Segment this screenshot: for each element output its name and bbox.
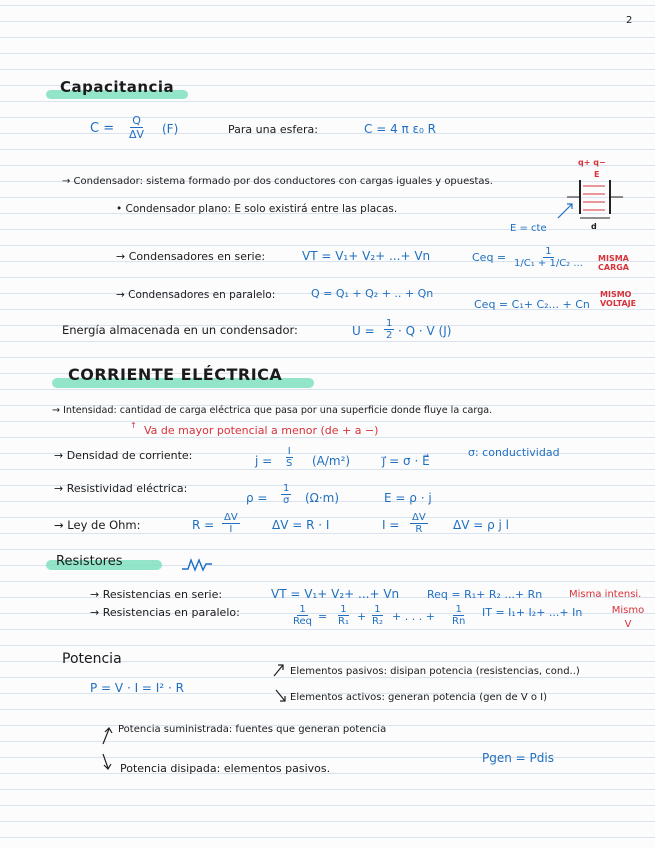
ceq-series-den: 1/C₁ + 1/C₂ ... bbox=[514, 258, 583, 269]
density-vector-formula: j⃗ = σ · E⃗ bbox=[382, 454, 430, 468]
energy-num: 1 bbox=[386, 318, 393, 329]
same-voltage-resistor-note: Mismo V bbox=[611, 605, 645, 630]
parallel-req-fraction bbox=[291, 604, 314, 627]
parallel-plus-dots: + . . . + bbox=[392, 610, 435, 623]
rho-e-formula: E = ρ · j bbox=[384, 491, 432, 505]
energy-den: 2 bbox=[386, 330, 393, 341]
energy-fraction bbox=[384, 318, 394, 341]
density-lhs: j = bbox=[255, 454, 273, 468]
series-resistor-label: → Resistencias en serie: bbox=[90, 588, 223, 601]
passive-elements: Elementos pasivos: disipan potencia (resistencias, cond..) bbox=[290, 666, 580, 677]
ceq-series-num: 1 bbox=[545, 246, 552, 257]
parallel-rn-fraction bbox=[450, 604, 467, 627]
ohm-r-fraction bbox=[222, 512, 240, 535]
ohm-r-den: I bbox=[229, 524, 233, 535]
current-density-label: → Densidad de corriente: bbox=[54, 449, 193, 462]
rho-fraction bbox=[281, 483, 291, 506]
ohm-r-lhs: R = bbox=[192, 518, 215, 532]
parallel-r1-fraction bbox=[336, 604, 351, 627]
sphere-label: Para una esfera: bbox=[228, 123, 318, 136]
power-balance: Pgen = Pdis bbox=[482, 751, 554, 765]
parallel-r2-fraction bbox=[370, 604, 385, 627]
ohm-r-num: ΔV bbox=[224, 512, 238, 523]
parallel-req-num: 1 bbox=[299, 604, 306, 615]
parallel-rn-num: 1 bbox=[455, 604, 462, 615]
ceq-series-fraction bbox=[512, 246, 585, 269]
ohm-i-den: R bbox=[415, 524, 423, 535]
ecte-arrow-icon bbox=[556, 200, 576, 220]
parallel-r2-den: R₂ bbox=[372, 616, 383, 627]
parallel-equals: = bbox=[318, 610, 328, 623]
series-condenser-label: → Condensadores en serie: bbox=[116, 250, 266, 263]
diagram-d-label: d bbox=[591, 222, 597, 231]
ohm-dv-formula: ΔV = R · I bbox=[272, 518, 330, 532]
ceq-parallel-formula: Ceq = C₁+ C₂... + Cn bbox=[474, 298, 590, 311]
parallel-r2-num: 1 bbox=[374, 604, 381, 615]
capacitance-unit: (F) bbox=[162, 122, 179, 136]
same-charge-note: MISMA CARGA bbox=[598, 254, 629, 272]
conductivity-note: σ: conductividad bbox=[468, 446, 560, 459]
energy-lhs: U = bbox=[352, 324, 375, 338]
down-arrow-icon bbox=[274, 688, 288, 704]
parallel-r1-den: R₁ bbox=[338, 616, 349, 627]
page-number: 2 bbox=[626, 15, 633, 26]
section-title-resistores: Resistores bbox=[56, 554, 123, 569]
intensity-note: Va de mayor potencial a menor (de + a −) bbox=[144, 424, 379, 437]
resistivity-label: → Resistividad eléctrica: bbox=[54, 482, 188, 495]
ohm-i-fraction bbox=[410, 512, 428, 535]
rho-unit: (Ω·m) bbox=[305, 491, 340, 505]
density-unit: (A/m²) bbox=[312, 454, 351, 468]
up-arrow-icon bbox=[100, 726, 114, 746]
section-title-capacitancia: Capacitancia bbox=[60, 78, 175, 96]
same-voltage-note: MISMO VOLTAJE bbox=[600, 290, 637, 308]
parallel-r1-num: 1 bbox=[340, 604, 347, 615]
capacitance-den: ΔV bbox=[129, 128, 145, 141]
power-formula: P = V · I = I² · R bbox=[90, 681, 184, 695]
diagram-charges: q+ q− bbox=[578, 158, 606, 167]
flat-condenser: • Condensador plano: E solo existirá entre las placas. bbox=[116, 203, 398, 215]
rho-den: σ bbox=[283, 495, 290, 506]
dissipated-power: Potencia disipada: elementos pasivos. bbox=[120, 762, 331, 775]
energy-label: Energía almacenada en un condensador: bbox=[62, 323, 298, 337]
parallel-charge-formula: Q = Q₁ + Q₂ + .. + Qn bbox=[311, 287, 434, 300]
density-den: S bbox=[286, 458, 293, 469]
series-voltage-formula: VT = V₁+ V₂+ ...+ Vn bbox=[302, 249, 431, 263]
ohm-i-num: ΔV bbox=[412, 512, 426, 523]
ceq-series-lhs: Ceq = bbox=[472, 251, 507, 264]
parallel-condenser-label: → Condensadores en paralelo: bbox=[116, 289, 276, 301]
energy-rhs: · Q · V (J) bbox=[398, 324, 452, 338]
rho-lhs: ρ = bbox=[246, 491, 268, 505]
section-title-potencia: Potencia bbox=[62, 651, 122, 667]
parallel-plus: + bbox=[357, 610, 367, 623]
ohm-i-lhs: I = bbox=[382, 518, 400, 532]
section-title-corriente: CORRIENTE ELÉCTRICA bbox=[68, 365, 283, 384]
diagram-e-label: E bbox=[594, 170, 600, 179]
density-fraction bbox=[284, 446, 294, 469]
active-elements: Elementos activos: generan potencia (gen de V o I) bbox=[290, 692, 547, 703]
ohm-law-label: → Ley de Ohm: bbox=[54, 518, 141, 532]
density-num: I bbox=[287, 446, 291, 457]
rho-num: 1 bbox=[283, 483, 290, 494]
capacitance-num: Q bbox=[132, 114, 141, 127]
sphere-formula: C = 4 π ε₀ R bbox=[364, 122, 436, 136]
parallel-rn-den: Rn bbox=[452, 616, 466, 627]
total-current-formula: IT = I₁+ I₂+ ...+ In bbox=[482, 606, 583, 619]
capacitance-fraction bbox=[127, 114, 146, 141]
up-arrow-icon bbox=[272, 662, 286, 678]
down-arrow-icon bbox=[100, 752, 114, 772]
series-resistor-voltage: VT = V₁+ V₂+ ...+ Vn bbox=[271, 587, 400, 601]
parallel-resistor-label: → Resistencias en paralelo: bbox=[90, 606, 240, 619]
intensity-definition: → Intensidad: cantidad de carga eléctrica que pasa por una superficie donde fluye la carga. bbox=[52, 405, 493, 416]
ecte-note: E = cte bbox=[510, 223, 547, 234]
supplied-power: Potencia suministrada: fuentes que generan potencia bbox=[118, 724, 387, 735]
condenser-definition: → Condensador: sistema formado por dos conductores con cargas iguales y opuestas. bbox=[62, 176, 493, 187]
same-intensity-note: Misma intensi. bbox=[569, 589, 642, 600]
parallel-req-den: Req bbox=[293, 616, 312, 627]
resistor-icon bbox=[182, 558, 212, 572]
intensity-note-arrow-icon: ↑ bbox=[130, 421, 137, 430]
capacitance-lhs: C = bbox=[90, 121, 115, 136]
ohm-dv-rho-formula: ΔV = ρ j l bbox=[453, 518, 510, 532]
req-series-formula: Req = R₁+ R₂ ...+ Rn bbox=[427, 588, 543, 601]
